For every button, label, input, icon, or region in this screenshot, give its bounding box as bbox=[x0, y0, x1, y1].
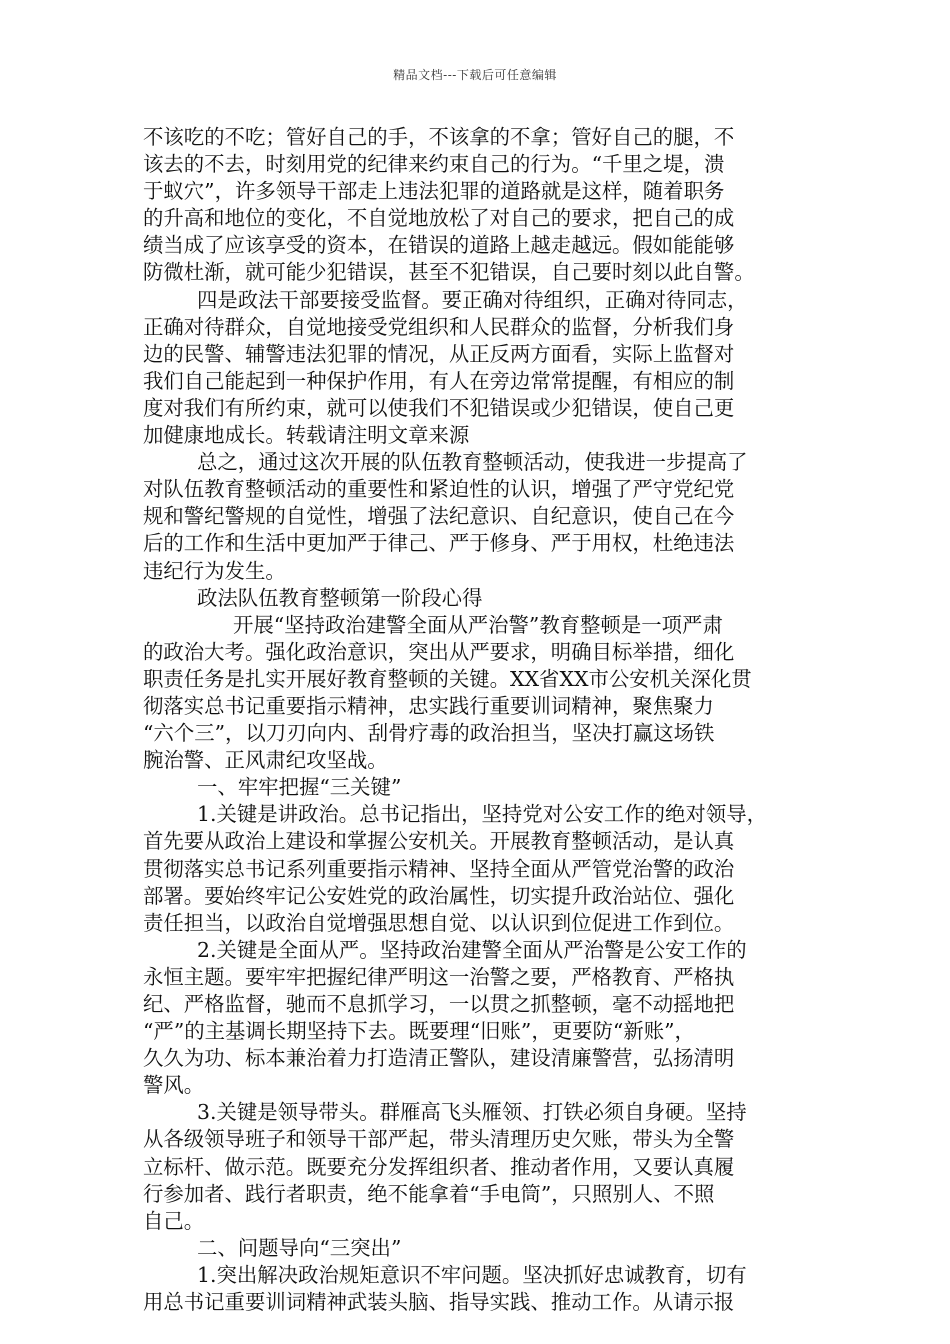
paragraph-line: 首先要从政治上建设和掌握公安机关。开展教育整顿活动，是认真 bbox=[143, 829, 735, 854]
section-heading: 一、牢牢把握“三关键” bbox=[197, 775, 402, 800]
paragraph-line: 从各级领导班子和领导干部严起，带头清理历史欠账，带头为全警 bbox=[143, 1127, 735, 1152]
paragraph-line: 久久为功、标本兼治着力打造清正警队，建设清廉警营，弘扬清明 bbox=[143, 1046, 735, 1071]
paragraph-line: 3.关键是领导带头。群雁高飞头雁领、打铁必须自身硬。坚持 bbox=[197, 1100, 747, 1125]
paragraph-line: 开展“坚持政治建警全面从严治警”教育整顿是一项严肃 bbox=[233, 612, 723, 637]
paragraph-line: 腕治警、正风肃纪攻坚战。 bbox=[143, 748, 388, 773]
paragraph-line: 四是政法干部要接受监督。要正确对待组织，正确对待同志， bbox=[197, 287, 748, 312]
paragraph-line: 用总书记重要训词精神武装头脑、指导实践、推动工作。从请示报 bbox=[143, 1290, 735, 1315]
paragraph-line: 违纪行为发生。 bbox=[143, 558, 286, 583]
paragraph-line: 部署。要始终牢记公安姓党的政治属性，切实提升政治站位、强化 bbox=[143, 883, 735, 908]
paragraph-line: 1.突出解决政治规矩意识不牢问题。坚决抓好忠诚教育，切有 bbox=[197, 1262, 747, 1287]
paragraph-line: 我们自己能起到一种保护作用，有人在旁边常常提醒，有相应的制 bbox=[143, 368, 735, 393]
paragraph-line: 职责任务是扎实开展好教育整顿的关键。XX省XX市公安机关深化贯 bbox=[143, 666, 752, 691]
paragraph-line: 规和警纪警规的自觉性，增强了法纪意识、自纪意识，使自己在今 bbox=[143, 504, 735, 529]
paragraph-line: 行参加者、践行者职责，绝不能拿着“手电筒”，只照别人、不照 bbox=[143, 1181, 715, 1206]
paragraph-line: 边的民警、辅警违法犯罪的情况，从正反两方面看，实际上监督对 bbox=[143, 341, 735, 366]
paragraph-line: 自己。 bbox=[143, 1208, 205, 1233]
paragraph-line: 后的工作和生活中更加严于律己、严于修身、严于用权，杜绝违法 bbox=[143, 531, 735, 556]
paragraph-line: 纪、严格监督，驰而不息抓学习，一以贯之抓整顿，毫不动摇地把 bbox=[143, 992, 735, 1016]
paragraph-line: “严”的主基调长期坚持下去。既要理“旧账”，更要防“新账”， bbox=[143, 1019, 695, 1044]
paragraph-line: 彻落实总书记重要指示精神，忠实践行重要训词精神，聚焦聚力 bbox=[143, 693, 714, 718]
paragraph-line: 绩当成了应该享受的资本，在错误的道路上越走越远。假如能能够 bbox=[143, 233, 735, 258]
paragraph-line: 防微杜渐，就可能少犯错误，甚至不犯错误，自己要时刻以此自警。 bbox=[143, 260, 755, 285]
paragraph-line: 正确对待群众，自觉地接受党组织和人民群众的监督，分析我们身 bbox=[143, 314, 735, 339]
paragraph-line: 的升高和地位的变化，不自觉地放松了对自己的要求，把自己的成 bbox=[143, 206, 735, 231]
paragraph-line: “六个三”，以刀刃向内、刮骨疗毒的政治担当，坚决打赢这场铁 bbox=[143, 721, 715, 746]
paragraph-line: 加健康地成长。转载请注明文章来源 bbox=[143, 423, 470, 448]
page-header: 精品文档---下载后可任意编辑 bbox=[393, 68, 557, 82]
paragraph-line: 永恒主题。要牢牢把握纪律严明这一治警之要，严格教育、严格执 bbox=[143, 964, 735, 989]
paragraph-line: 1.关键是讲政治。总书记指出，坚持党对公安工作的绝对领导， bbox=[197, 802, 767, 827]
paragraph-line: 的政治大考。强化政治意识，突出从严要求，明确目标举措，细化 bbox=[143, 639, 735, 664]
paragraph-line: 不该吃的不吃；管好自己的手，不该拿的不拿；管好自己的腿，不 bbox=[143, 125, 735, 149]
paragraph-line: 贯彻落实总书记系列重要指示精神、坚持全面从严管党治警的政治 bbox=[143, 856, 735, 881]
paragraph-line: 于蚁穴”，许多领导干部走上违法犯罪的道路就是这样，随着职务 bbox=[143, 179, 725, 204]
paragraph-line: 2.关键是全面从严。坚持政治建警全面从严治警是公安工作的 bbox=[197, 937, 747, 962]
section-heading: 二、问题导向“三突出” bbox=[197, 1235, 402, 1260]
paragraph-line: 对队伍教育整顿活动的重要性和紧迫性的认识，增强了严守党纪党 bbox=[143, 477, 735, 502]
paragraph-line: 立标杆、做示范。既要充分发挥组织者、推动者作用，又要认真履 bbox=[143, 1154, 735, 1179]
paragraph-line: 该去的不去，时刻用党的纪律来约束自己的行为。“千里之堤，溃 bbox=[143, 152, 725, 177]
paragraph-line: 度对我们有所约束，就可以使我们不犯错误或少犯错误，使自己更 bbox=[143, 395, 735, 420]
document-body bbox=[143, 124, 815, 1316]
paragraph-line: 警风。 bbox=[143, 1073, 205, 1098]
paragraph-line: 责任担当，以政治自觉增强思想自觉、以认识到位促进工作到位。 bbox=[143, 910, 735, 935]
paragraph-line: 总之，通过这次开展的队伍教育整顿活动，使我进一步提高了 bbox=[197, 450, 748, 475]
section-title: 政法队伍教育整顿第一阶段心得 bbox=[197, 585, 483, 610]
